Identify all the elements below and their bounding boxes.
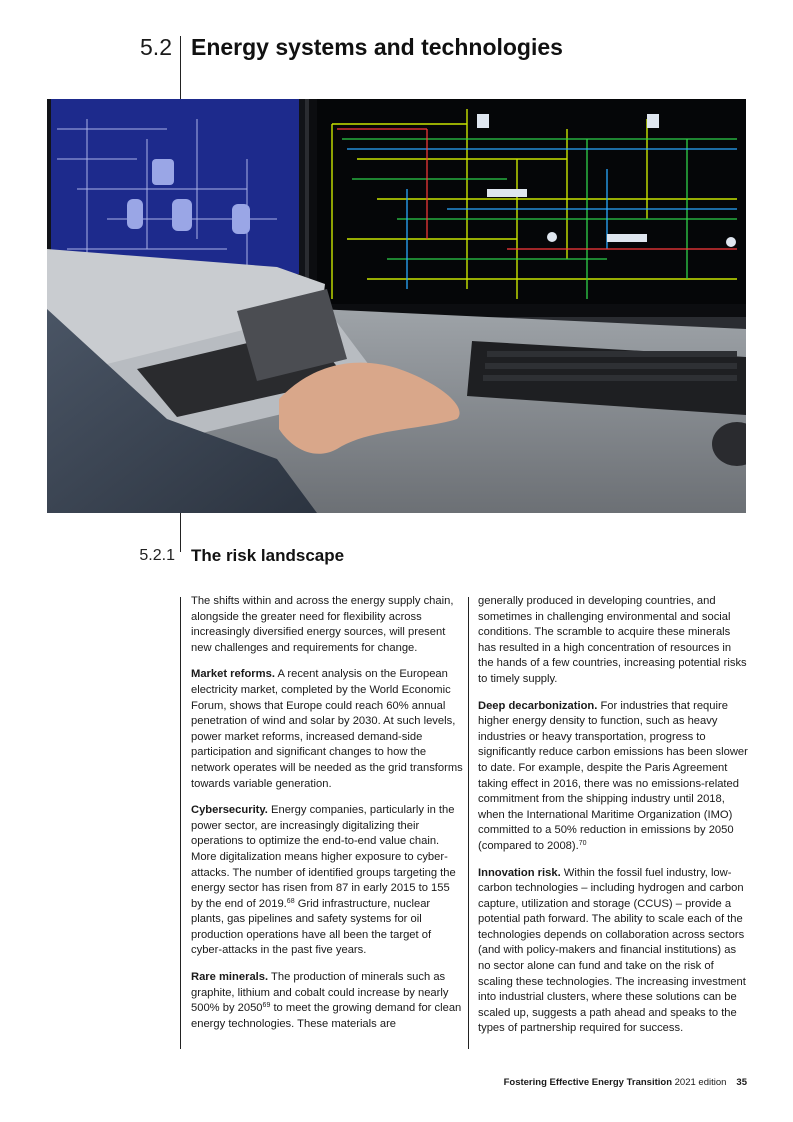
heading-cybersecurity: Cybersecurity. — [191, 804, 268, 817]
paragraph-cybersecurity: Cybersecurity. Energy companies, particularly in the power sector, are increasingly digitalizing their operations to optimize the end-to-end value chain. More digitalization means higher exposure to cyber-attacks. The number of identified groups targeting the energy sector has risen from 87 in early 2015 to 155 by the end of 2019.68 Grid infrastructure, nuclear plants, gas pipelines and safety systems for oil production operations have all been the target of cyber-attacks in the past five years. — [191, 804, 456, 957]
column-rule-left — [180, 597, 181, 1049]
control-room-photo — [47, 99, 746, 513]
text-column-left — [191, 594, 463, 1043]
subsection-number: 5.2.1 — [139, 547, 175, 564]
footnote-ref: 68 — [286, 897, 295, 905]
page-number: 35 — [736, 1077, 747, 1088]
footer-title: Fostering Effective Energy Transition — [503, 1077, 672, 1088]
column-rule-right — [468, 597, 469, 1049]
section-number: 5.2 — [140, 34, 172, 60]
paragraph-market-reforms: Market reforms. A recent analysis on the European electricity market, completed by the World Economic Forum, shows that Europe could reach 60% annual penetration of wind and solar by 2030. At such levels, power market reforms, increased demand-side participation and significant changes to how the network operates will be needed as the grid transforms towards variable generation. — [191, 668, 463, 790]
subsection-title: The risk landscape — [191, 546, 345, 565]
intro-paragraph: The shifts within and across the energy supply chain, alongside the greater need for flexibility across increasingly diversified energy sources, will present new challenges and requirements for change. — [191, 595, 454, 654]
heading-innovation-risk: Innovation risk. — [478, 866, 561, 879]
paragraph-minerals-continued: generally produced in developing countries, and sometimes in challenging environmental and social conditions. The scramble to acquire these minerals has resulted in a high concentration of resources in the hands of a few countries, increasing potential risks to timely supply. — [478, 595, 747, 685]
section-title: Energy systems and technologies — [191, 34, 563, 60]
text-column-right — [478, 594, 748, 1048]
heading-market-reforms: Market reforms. — [191, 668, 275, 681]
footer-edition: 2021 edition — [672, 1077, 727, 1088]
subsection-divider — [180, 513, 181, 552]
section-divider — [180, 36, 181, 99]
paragraph-deep-decarbonization: Deep decarbonization. For industries that require higher energy density to function, such as heavy industries or heavy transportation, progress to significantly reduce carbon emissions has been slower to date. For example, despite the Paris Agreement taking effect in 2016, there was no emissions-related commitment from the shipping industry until 2018, when the International Maritime Organization (IMO) committed to a 50% reduction in emissions by 2050 (compared to 2008).$^{70}$ — [478, 699, 748, 852]
heading-rare-minerals: Rare minerals. — [191, 971, 269, 984]
heading-deep-decarbonization: Deep decarbonization. — [478, 699, 598, 712]
paragraph-rare-minerals: Rare minerals. The production of minerals such as graphite, lithium and cobalt could increase by nearly 500% by 2050$^{69}$ to meet the growing demand for clean energy technologies. These materials are — [191, 971, 462, 1030]
footnote-ref: 70 — [578, 839, 587, 847]
footnote-ref: 69 — [262, 1002, 271, 1010]
page-footer — [504, 1077, 747, 1088]
paragraph-innovation-risk: Innovation risk. Within the fossil fuel industry, low-carbon technologies – including hydrogen and carbon capture, utilization and storage (CCUS) – provide a potential path forward. The ability to scale each of the technologies depends on collaboration across sectors (and with policy-makers and financial institutions) as no sector alone can fund and take on the risk of scaling these technologies. The increasing investment into industrial clusters, where these solutions can be scaled up, suggests a path ahead and speaks to the types of partnership required for success. — [478, 866, 746, 1035]
